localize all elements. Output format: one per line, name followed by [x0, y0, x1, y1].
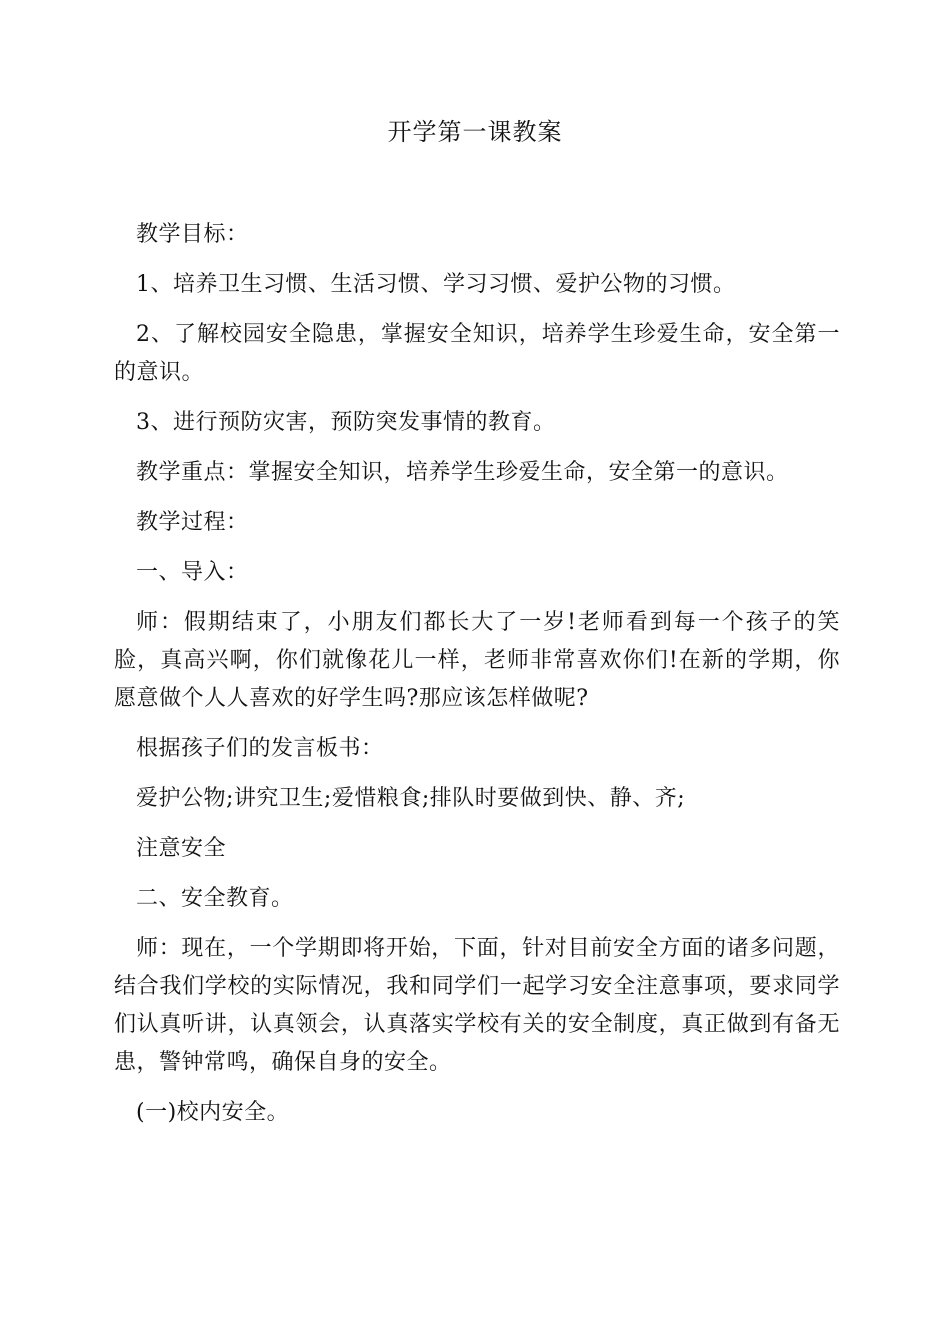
document-title: 开学第一课教案	[387, 118, 563, 146]
document-body	[114, 216, 840, 1144]
paragraph-board-note-heading: 根据孩子们的发言板书：	[136, 736, 384, 761]
paragraph-section-safety-heading: 二、安全教育。	[136, 886, 294, 911]
paragraph-teaching-goals-heading: 教学目标：	[136, 222, 249, 247]
paragraph-section-intro-heading: 一、导入：	[136, 560, 249, 585]
paragraph-board-note-safety: 注意安全	[136, 836, 227, 861]
paragraph-teacher-safety: 师：现在，一个学期即将开始，下面，针对目前安全方面的诸多问题，结合我们学校的实际情况，我和同学们一起学习安全注意事项，要求同学们认真听讲，认真领会，认真落实学校有关的安全制度，真正做到有备无患，警钟常鸣，确保自身的安全。	[114, 936, 840, 1075]
paragraph-goal-3: 3、进行预防灾害，预防突发事情的教育。	[136, 410, 556, 435]
paragraph-teaching-process-heading: 教学过程：	[136, 510, 249, 535]
paragraph-teacher-intro: 师：假期结束了，小朋友们都长大了一岁!老师看到每一个孩子的笑脸，真高兴啊，你们就像花儿一样，老师非常喜欢你们!在新的学期，你愿意做个人人喜欢的好学生吗?那应该怎样做呢?	[114, 610, 840, 711]
paragraph-teaching-focus: 教学重点：掌握安全知识，培养学生珍爱生命，安全第一的意识。	[136, 460, 789, 485]
paragraph-goal-2: 2、了解校园安全隐患，掌握安全知识，培养学生珍爱生命，安全第一的意识。	[114, 322, 840, 385]
paragraph-goal-1: 1、培养卫生习惯、生活习惯、学习习惯、爱护公物的习惯。	[136, 272, 736, 297]
paragraph-campus-safety-heading: (一)校内安全。	[136, 1100, 290, 1125]
paragraph-board-note-items: 爱护公物;讲究卫生;爱惜粮食;排队时要做到快、静、齐;	[136, 786, 686, 811]
